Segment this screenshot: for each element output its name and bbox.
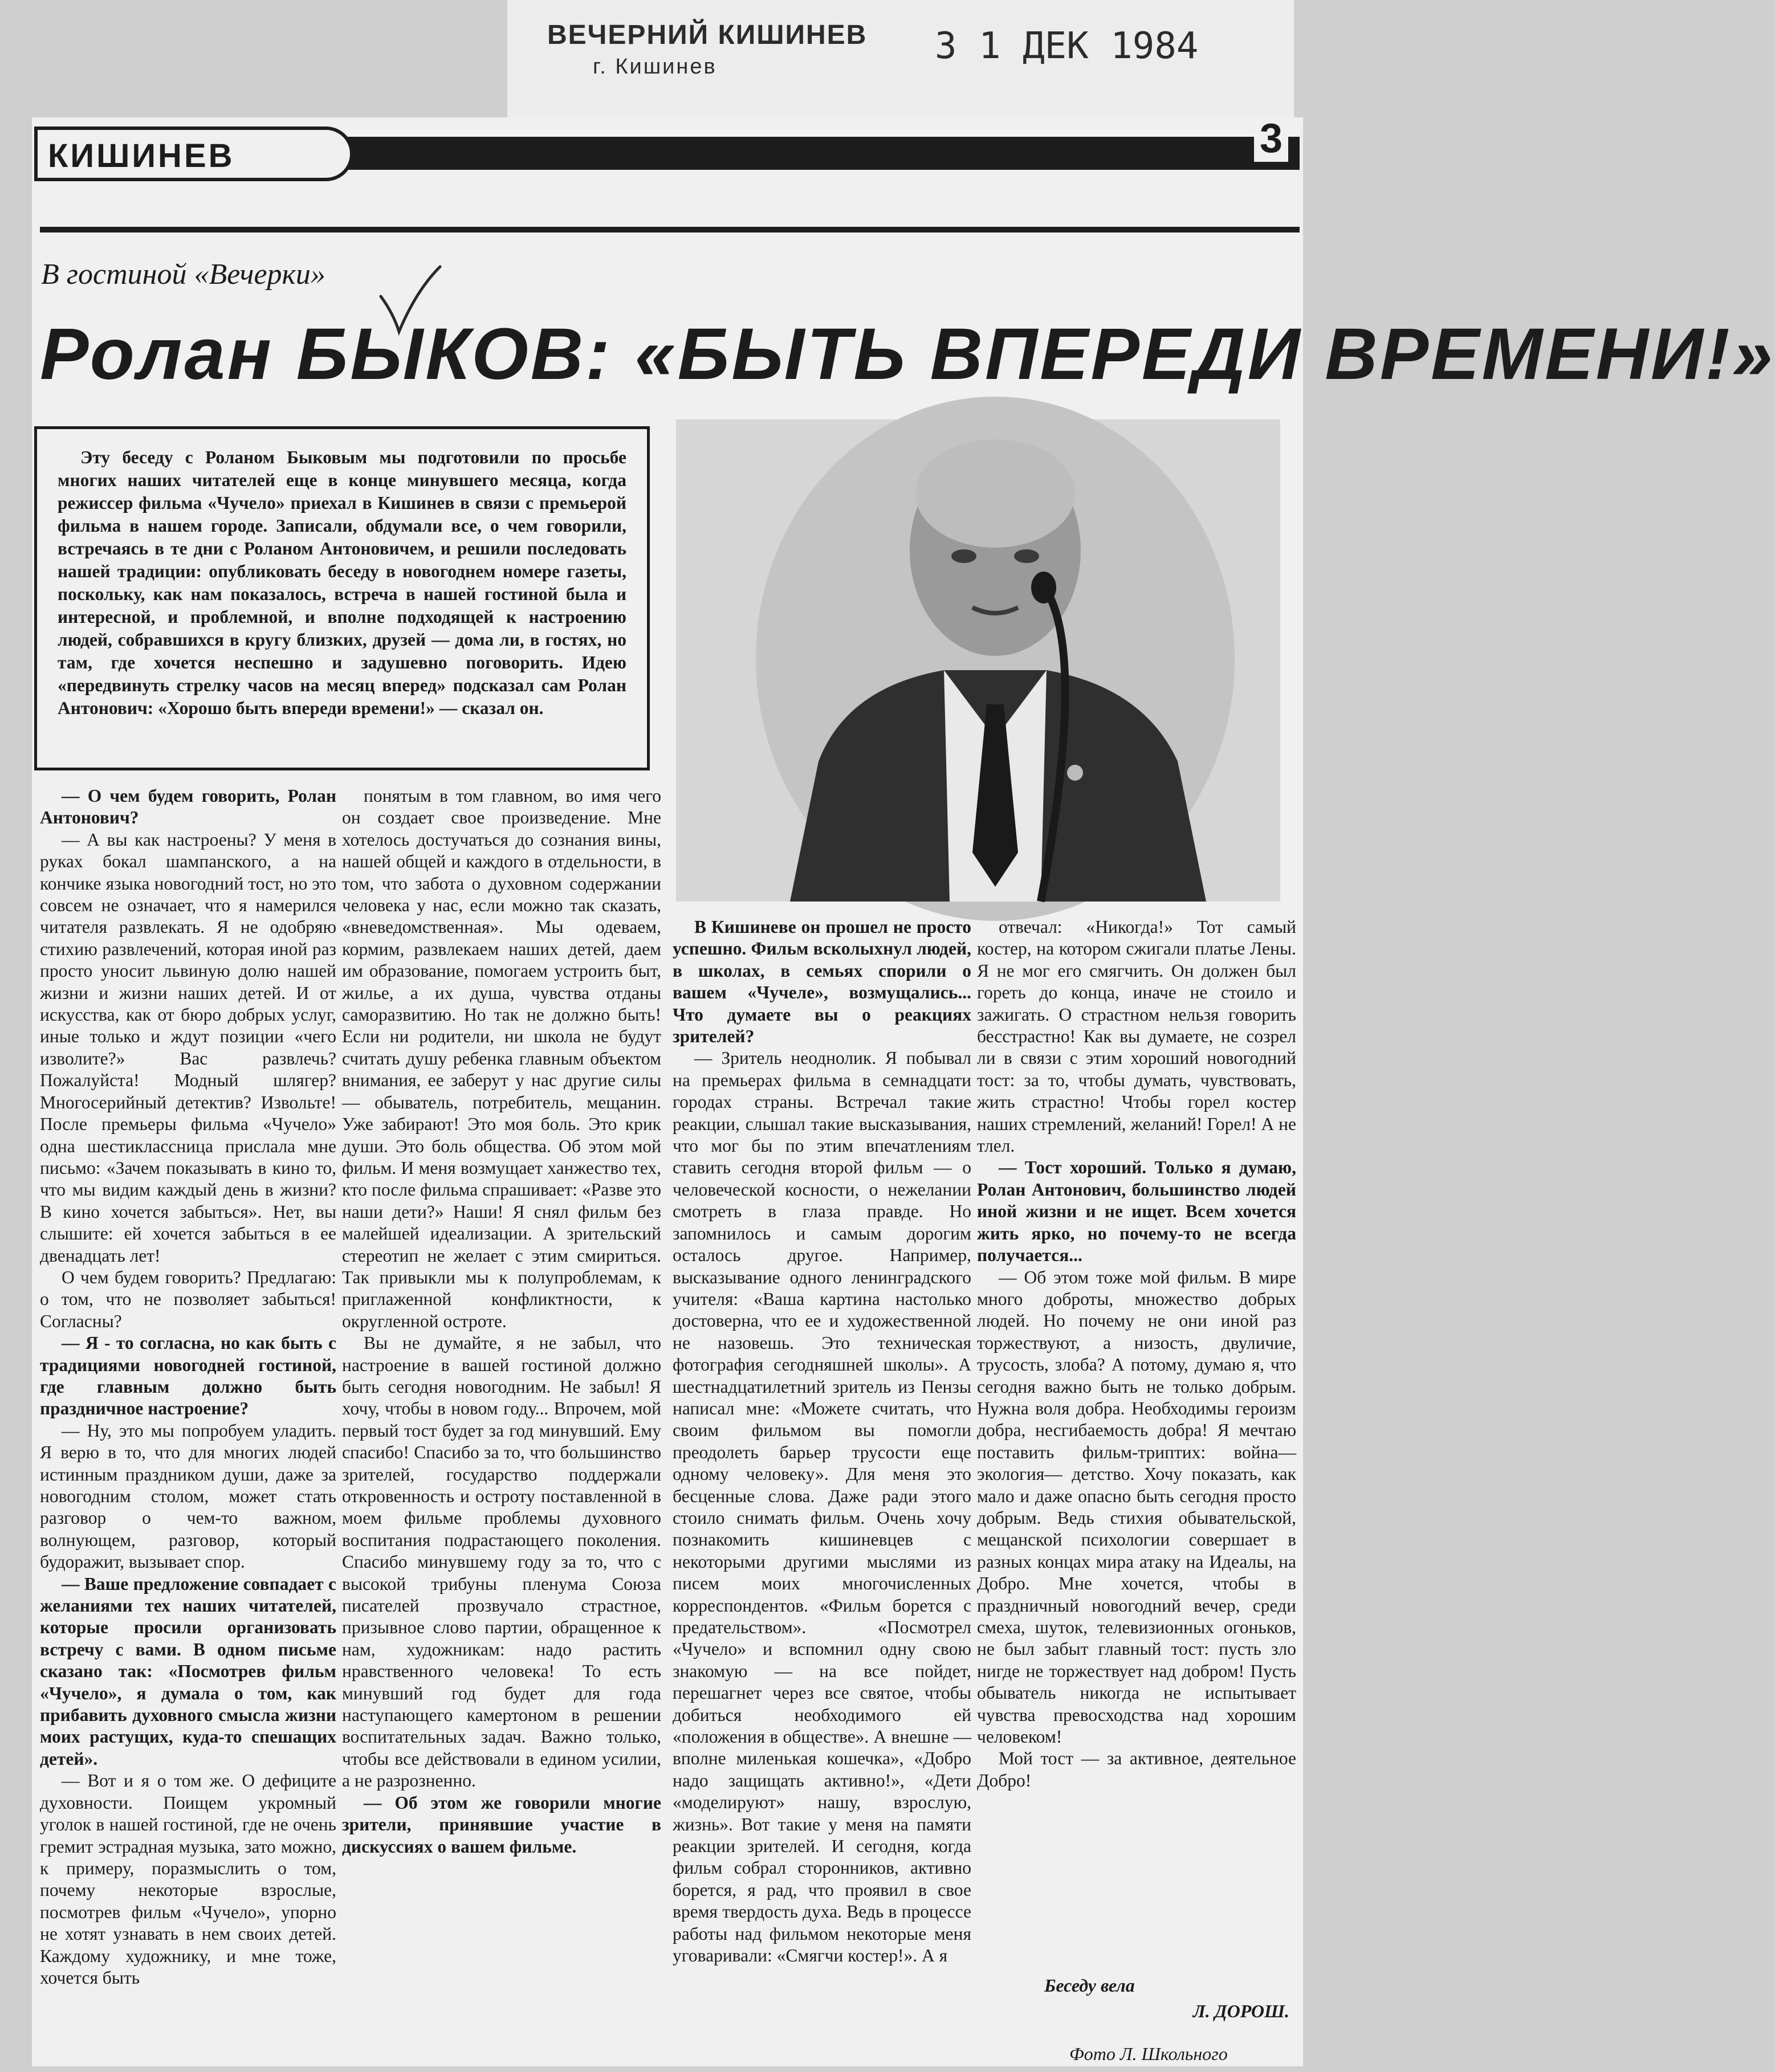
article-column-4 [977,916,1296,1792]
stamp-paper-name: ВЕЧЕРНИЙ КИШИНЕВ [547,20,868,50]
header-city-plate [34,127,353,181]
speaker-portrait-icon [676,419,1280,902]
article-column-2 [342,785,661,1858]
stamp-date: 3 1 ДЕК 1984 [935,25,1199,67]
article-paragraph: — Об этом тоже мой фильм. В мире много доброты, множество добрых людей. Но почему не они иной раз торжествуют, а низость, двуличие, трусость, злоба? А потому, думаю я, что сегодня важно быть не только добрым. Нужна воля добра. Необходимы героизм добра, несгибаемость добра! Я мечтаю поставить фильм-триптих: война—экология— детство. Хочу показать, как мало и даже опасно быть сегодня просто добрым. Ведь стихия обывательской, мещанской психологии совершает в разных концах мира атаку на Идеалы, на Добро. Мне хочется, чтобы в праздничный новогодний вечер, среди смеха, шуток, телевизионных огоньков, не был забыт главный тост: пусть зло нигде не торжествует над добром! Пусть обыватель никогда не испытывает чувства превосходства над хорошим человеком! [977,1267,1296,1747]
article-paragraph: В Кишиневе он прошел не просто успешно. Фильм всколыхнул людей, в школах, в семьях спорили о вашем «Чучеле», возмущались... Что думаете вы о реакциях зрителей? [673,917,971,1047]
intro-box: Эту беседу с Роланом Быковым мы подготовили по просьбе многих наших читателей еще в конце минувшего месяца, когда режиссер фильма «Чучело» приехал в Кишинев в связи с премьерой фильма в нашем городе. Записали, обдумали все, о чем говорили, встречаясь в те дни с Роланом Антоновичем, и решили последовать нашей традиции: опубликовать беседу в новогоднем номере газеты, поскольку, как нам показалось, встреча в нашей гостиной была и интересной, и проблемной, и вполне подходящей к настроению людей, собравшихся в кругу близких, друзей — дома ли, в гостях, но там, где хочется неспешно и задушевно поговорить. Идею «передвинуть стрелку часов на месяц вперед» подсказал сам Ролан Антонович: «Хорошо быть впереди времени!» — сказал он. [34,426,650,770]
photo-credit: Фото Л. Школьного [1069,2044,1228,2064]
stamp-city: г. Кишинев [593,55,717,79]
article-column-3 [673,916,971,1967]
article-paragraph: — Я - то согласна, но как быть с традициями новогодней гостиной, где главным должно быть праздничное настроение? [40,1333,336,1419]
article-paragraph: — Об этом же говорили многие зрители, принявшие участие в дискуссиях о вашем фильме. [342,1792,661,1857]
article-paragraph: О чем будем говорить? Предлагаю: о том, что не позволяет забыться! Согласны? [40,1267,336,1331]
signature-label: Беседу вела [1044,1975,1135,1996]
rubric: В гостиной «Вечерки» [41,258,325,291]
article-column-1 [40,785,336,1989]
article-paragraph: — Ваше предложение совпадает с желаниями тех наших читателей, которые просили организовать встречу с вами. В одном письме сказано так: «Посмотрев фильм «Чучело», я думала о том, как прибавить духовного смысла жизни моих растущих, куда-то спешащих детей». [40,1573,336,1769]
signature [1044,1975,1289,2022]
headline: Ролан БЫКОВ: «БЫТЬ ВПЕРЕДИ ВРЕМЕНИ!» [40,313,1775,395]
article-paragraph: — Вот и я о том же. О дефиците духовности. Поищем укромный уголок в нашей гостиной, где не очень гремит эстрадная музыка, зато можно, к примеру, поразмыслить о том, почему некоторые взрослые, посмотрев фильм «Чучело», упорно не хотят узнавать в нем своих детей. Каждому художнику, и мне тоже, хочется быть [40,1771,336,1988]
article-paragraph: — Тост хороший. Только я думаю, Ролан Антонович, большинство людей иной жизни и не ищет. Всем хочется жить ярко, но почему-то не всегда получается... [977,1157,1296,1266]
article-paragraph: — Ну, это мы попробуем уладить. Я верю в то, что для многих людей истинным праздником души, даже за новогодним столом, может стать разговор о чем-то важном, волнующем, разговор, который будоражит, вызывает спор. [40,1420,336,1572]
article-paragraph: отвечал: «Никогда!» Тот самый костер, на котором сжигали платье Лены. Я не мог его смягчить. Он должен был гореть до конца, иначе не стоило и зажигать. О страстном нельзя говорить бесстрастно! Как вы думаете, не созрел ли в связи с этим хороший новогодний тост: за то, чтобы думать, чувствовать, жить страстно! Чтобы горел костер наших стремлений, желаний! Горел! А не тлел. [977,917,1296,1156]
header-rule [40,227,1300,233]
header-city: КИШИНЕВ [48,137,235,174]
page-number: 3 [1254,115,1288,162]
article-paragraph: Вы не думайте, я не забыл, что настроение в вашей гостиной должно быть сегодня новогодним. Не забыл! Я хочу, чтобы в новом году... Впрочем, мой первый тост будет за год минувший. Ему спасибо! Спасибо за то, что большинство зрителей, государство поддержали откровенность и остроту поставленной в моем фильме проблемы духовного воспитания подрастающего поколения. Спасибо минувшему году за то, что с высокой трибуны пленума Союза писателей прозвучало страстное, призывное слово партии, обращенное к нам, художникам: надо растить нравственного человека! То есть минувший год будет для года наступающего камертоном в решении воспитательных задач. Важно только, чтобы все действовали в едином усилии, а не разрозненно. [342,1333,661,1791]
signature-name: Л. ДОРОШ. [1192,2001,1289,2021]
article-paragraph: — Зритель неоднолик. Я побывал на премьерах фильма в семнадцати городах страны. Встречал такие реакции, слышал такие высказывания, что мог бы по этим впечатлениям ставить сегодня второй фильм — о человеческой косности, о нежелании смотреть в глаза правде. Но запомнилось и самым дорогим осталось другое. Например, высказывание одного ленинградского учителя: «Ваша картина настолько достоверна, что ее и художественной не назовешь. Это техническая фотография сегодняшней школы». А шестнадцатилетний зритель из Пензы написал мне: «Можете считать, что своим фильмом вы помогли преодолеть барьер трусости еще одному человеку». Для меня это бесценные слова. Даже ради этого стоило снимать фильм. Очень хочу познакомить кишиневцев с некоторыми другими мыслями из писем моих многочисленных корреспондентов. «Фильм борется с предательством». «Посмотрел «Чучело» и вспомнил одну свою знакомую — на все пойдет, перешагнет через все святое, чтобы добиться необходимого ей «положения в обществе». А внешне — вполне миленькая кошечка», «Добро надо защищать активно!», «Дети «моделируют» нашу, взрослую, жизнь». Вот такие у меня на памяти реакции зрителей. И сегодня, когда фильм собрал сторонников, активно борется, я рад, что проявил в свое время твердость духа. Ведь в процессе работы над фильмом некоторые меня уговаривали: «Смягчи костер!». А я [673,1048,971,1966]
article-paragraph: Мой тост — за активное, деятельное Добро! [977,1748,1296,1790]
article-paragraph: — О чем будем говорить, Ролан Антонович? [40,786,336,828]
portrait-photo [676,419,1280,902]
article-paragraph: понятым в том главном, во имя чего он создает свое произведение. Мне хотелось достучаться до сознания вины, нашей общей и каждого в отдельности, в том, что забота о духовном содержании человека у нас, если можно так сказать, «вневедомственная». Мы одеваем, кормим, развлекаем наших детей, даем им образование, помогаем устроить быт, жилье, а их душа, чувства отданы саморазвитию. Но так не должно быть! Если ни родители, ни школа не будут считать душу ребенка главным объектом внимания, ее заберут у нас другие силы — обыватель, потребитель, мещанин. Уже забирают! Это моя боль. Это крик души. Это боль общества. Об этом мой фильм. И меня возмущает ханжество тех, кто после фильма спрашивает: «Разве это наши дети?» Наши! Я снял фильм без малейшей идеализации. А зрительский стереотип не желает с этим смириться. Так привыкли мы к полупроблемам, к приглаженной конфликтности, к округленной остроте. [342,786,661,1331]
article-paragraph: — А вы как настроены? У меня в руках бокал шампанского, а на кончике языка новогодний тост, но это совсем не означает, что я намерился читателя развлекать. Я не одобряю стихию развлечений, которая иной раз просто уносит львиную долю нашей жизни и жизни наших детей. И от искусства, как от бюро добрых услуг, иные только и ждут позиции «чего изволите?» Вас развлечь? Пожалуйста! Модный шлягер? Многосерийный детектив? Извольте! После премьеры фильма «Чучело» одна шестиклассница прислала мне письмо: «Зачем показывать в кино то, что мы видим каждый день в жизни? В кино хочется забыться». Нет, вы слышите: ей хочется забыться в ее двенадцать лет! [40,829,336,1266]
